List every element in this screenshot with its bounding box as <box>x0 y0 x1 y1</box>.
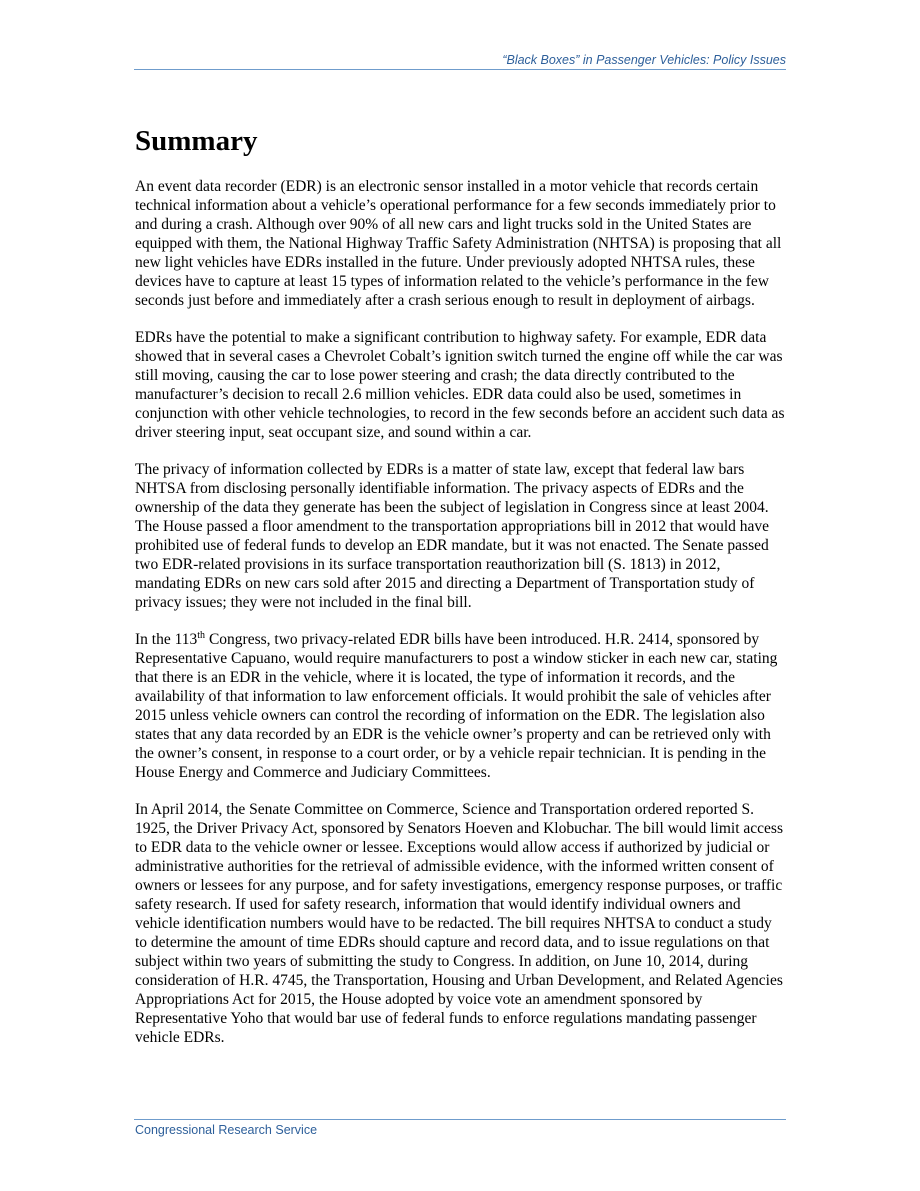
header-divider <box>134 69 786 70</box>
ordinal-suffix: th <box>197 630 206 641</box>
running-header-title: “Black Boxes” in Passenger Vehicles: Policy Issues <box>502 53 786 67</box>
paragraph-highway-safety: EDRs have the potential to make a significant contribution to highway safety. For example, EDR data showed that in several cases a Chevrolet Cobalt’s ignition switch turned the engine off while the car was still moving, causing the car to lose power steering and crash; the data directly contributed to the manufacturer’s decision to recall 2.6 million vehicles. EDR data could also be used, sometimes in conjunction with other vehicle technologies, to record in the few seconds before an accident such data as driver steering input, seat occupant size, and sound within a car. <box>135 329 785 441</box>
paragraph-rest-text: Congress, two privacy-related EDR bills have been introduced. H.R. 2414, sponsored by Representative Capuano, would require manufacturers to post a window sticker in each new car, stating that there is an EDR in the vehicle, where it is located, the type of information it records, and the availability of that information to law enforcement officials. It would prohibit the sale of vehicles after 2015 unless vehicle owners can control the recording of information on the EDR. The legislation also states that any data recorded by an EDR is the vehicle owner’s property and can be retrieved only with the owner’s consent, in response to a court order, or by a vehicle repair technician. It is pending in the House Energy and Commerce and Judiciary Committees. <box>135 631 778 781</box>
paragraph-privacy-law: The privacy of information collected by EDRs is a matter of state law, except that federal law bars NHTSA from disclosing personally identifiable information. The privacy aspects of EDRs and the ownership of the data they generate has been the subject of legislation in Congress since at least 2004. The House passed a floor amendment to the transportation appropriations bill in 2012 that would have prohibited use of federal funds to develop an EDR mandate, but it was not enacted. The Senate passed two EDR-related provisions in its surface transportation reauthorization bill (S. 1813) in 2012, mandating EDRs on new cars sold after 2015 and directing a Department of Transportation study of privacy issues; they were not included in the final bill. <box>135 461 770 611</box>
footer-divider <box>134 1119 786 1120</box>
page-title: Summary <box>135 125 258 157</box>
running-footer-organization: Congressional Research Service <box>135 1123 318 1137</box>
paragraph-edr-definition: An event data recorder (EDR) is an electronic sensor installed in a motor vehicle that records certain technical information about a vehicle’s operational performance for a few seconds immediately prior to and during a crash. Although over 90% of all new cars and light trucks sold in the United States are equipped with them, the National Highway Traffic Safety Administration (NHTSA) is proposing that all new light vehicles have EDRs installed in the future. Under previously adopted NHTSA rules, these devices have to capture at least 15 types of information related to the vehicle’s performance in the few seconds just before and immediately after a crash serious enough to result in deployment of airbags. <box>135 178 782 309</box>
paragraph-113th-congress <box>135 630 787 782</box>
paragraph-senate-committee: In April 2014, the Senate Committee on Commerce, Science and Transportation ordered reported S. 1925, the Driver Privacy Act, sponsored by Senators Hoeven and Klobuchar. The bill would limit access to EDR data to the vehicle owner or lessee. Exceptions would allow access if authorized by judicial or administrative authorities for the retrieval of admissible evidence, with the informed written consent of owners or lessees for any purpose, and for safety investigations, emergency response purposes, or traffic safety research. If used for safety research, information that would identify individual owners and vehicle identification numbers would have to be redacted. The bill requires NHTSA to conduct a study to determine the amount of time EDRs should capture and record data, and to issue regulations on that subject within two years of submitting the study to Congress. In addition, on June 10, 2014, during consideration of H.R. 4745, the Transportation, Housing and Urban Development, and Related Agencies Appropriations Act for 2015, the House adopted by voice vote an amendment sponsored by Representative Yoho that would bar use of federal funds to enforce regulations mandating passenger vehicle EDRs. <box>135 801 783 1046</box>
summary-body <box>135 177 787 1065</box>
paragraph-lead-text: In the 113 <box>135 631 198 648</box>
